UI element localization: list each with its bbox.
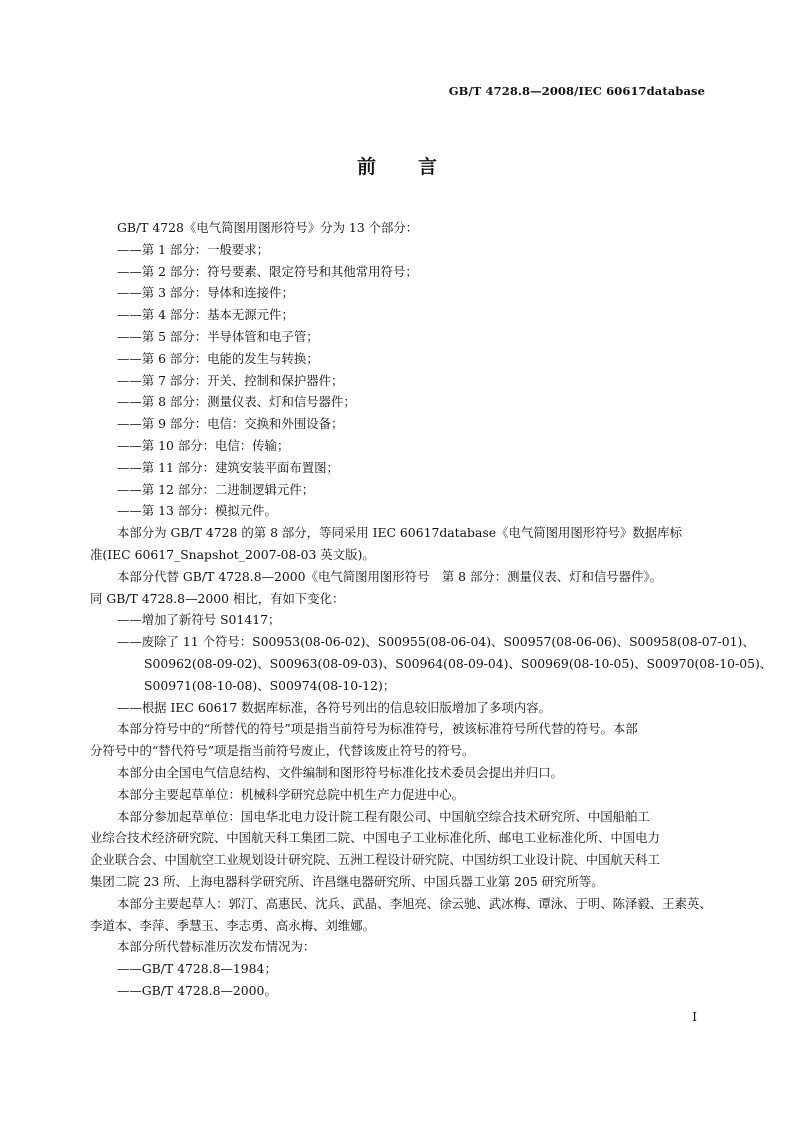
list-item: ——第 2 部分：符号要素、限定符号和其他常用符号； [117,263,418,279]
list-item: ——第 10 部分：电信：传输； [117,437,290,453]
text-line: 本部分主要起草人：郭汀、高惠民、沈兵、武晶、李旭亮、徐云驰、武冰梅、谭泳、于明、陈泽毅、王素英、 [117,895,712,911]
text-line: 分符号中的“替代符号”项是指当前符号废止，代替该废止符号的符号。 [90,743,475,759]
list-item: ——第 3 部分：导体和连接件； [117,285,294,301]
text-line: 本部分代替 GB/T 4728.8—2000《电气简图用图形符号 第 8 部分：测量仪表、灯和信号器件》。 [117,568,663,584]
foreword-body [90,217,773,1002]
page-number: I [692,1010,697,1024]
text-line: 本部分为 GB/T 4728 的第 8 部分，等同采用 IEC 60617database《电气简图用图形符号》数据库标 [117,525,682,541]
list-item: ——第 1 部分：一般要求； [117,241,270,257]
text-line: 企业联合会、中国航空工业规划设计研究院、五洲工程设计研究院、中国纺织工业设计院、中国航天科工 [90,852,660,868]
text-line: 准(IEC 60617_Snapshot_2007-08-03 英文版)。 [90,546,375,562]
list-item-continuation: S00962(08-09-02)、S00963(08-09-03)、S00964(08-09-04)、S00969(08-10-05)、S00970(08-10-05)、 [144,655,773,671]
text-line: 本部分由全国电气信息结构、文件编制和图形符号标准化技术委员会提出并归口。 [117,764,564,780]
list-item: ——第 13 部分：模拟元件。 [117,503,277,519]
text-line: 本部分符号中的“所替代的符号”项是指当前符号为标准符号，被该标准符号所代替的符号。本部 [117,721,638,737]
list-item: ——GB/T 4728.8—1984； [117,961,277,977]
list-item-continuation: S00971(08-10-08)、S00974(08-10-12)； [144,677,396,693]
list-item: ——第 4 部分：基本无源元件； [117,307,294,323]
list-item: ——第 11 部分：建筑安装平面布置图； [117,459,339,475]
standard-number-header: GB/T 4728.8—2008/IEC 60617database [448,84,705,98]
list-item: ——根据 IEC 60617 数据库标准，各符号列出的信息较旧版增加了多项内容。 [117,699,551,715]
list-item: ——第 12 部分：二进制逻辑元件； [117,481,315,497]
list-item: ——废除了 11 个符号：S00953(08-06-02)、S00955(08-06-04)、S00957(08-06-06)、S00958(08-07-01)、 [117,634,755,650]
list-item: ——增加了新符号 S01417； [117,612,281,628]
text-line: 李道本、李萍、季慧玉、李志勇、高永梅、刘维娜。 [90,917,375,933]
text-line: GB/T 4728《电气简图用图形符号》分为 13 个部分： [117,220,419,235]
list-item: ——第 7 部分：开关、控制和保护器件； [117,372,344,388]
list-item: ——第 8 部分：测量仪表、灯和信号器件； [117,394,356,410]
text-line: 集团二院 23 所、上海电器科学研究所、许昌继电器研究所、中国兵器工业第 205 研究所等。 [90,873,604,889]
text-line: 本部分所代替标准历次发布情况为： [117,939,316,955]
page-title: 前言 [356,156,479,178]
list-item: ——第 5 部分：半导体管和电子管； [117,328,319,344]
text-line: 同 GB/T 4728.8—2000 相比，有如下变化： [90,590,345,606]
text-line: 本部分参加起草单位：国电华北电力设计院工程有限公司、中国航空综合技术研究所、中国船舶工 [117,808,650,824]
list-item: ——GB/T 4728.8—2000。 [117,982,277,998]
text-line: 本部分主要起草单位：机械科学研究总院中机生产力促进中心。 [117,786,464,802]
text-line: 业综合技术经济研究院、中国航天科工集团二院、中国电子工业标准化所、邮电工业标准化所、中国电力 [90,830,660,846]
list-item: ——第 6 部分：电能的发生与转换； [117,350,319,366]
list-item: ——第 9 部分：电信：交换和外围设备； [117,416,344,432]
